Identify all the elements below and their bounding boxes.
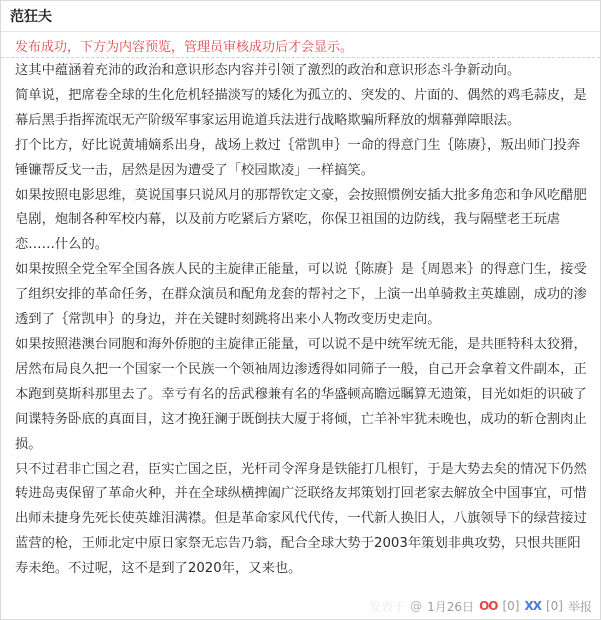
notice-row (1, 32, 600, 58)
submission-notice: 发布成功，下方为内容预览，管理员审核成功后才会显示。 (15, 40, 354, 55)
comment-body (15, 59, 587, 582)
xx-count: [0] (545, 599, 563, 613)
paragraph: 这其中蕴涵着充沛的政治和意识形态内容并引领了激烈的政治和意识形态斗争新动向。 (15, 63, 521, 78)
author-name[interactable]: 范狂夫 (10, 9, 52, 25)
paragraph: 只不过君非亡国之君，臣实亡国之臣，光杆司令浑身是铁能打几根钉，于是大势去矣的情况下仍然转进岛夷保留了革命火种，并在全球纵横捭阖广泛联络友邦策划打回老家去解放全中国事宜，可惜出师未捷身先死长使英雄泪满襟。但是革命家风代代传，一代新人换旧人，八旗领导下的绿营接过蓝营的枪，王师北定中原日家祭无忘告乃翁，配合全球大势于2003年策划非典攻势，只恨共匪阳寿未绝。不过呢，这不是到了2020年，又来也。 (15, 461, 587, 577)
paragraph: 打个比方，好比说黄埔嫡系出身，战场上救过｛常凯申｝一命的得意门生｛陈赓｝，叛出师门投奔锤镰帮反戈一击，居然是因为遭受了「校园欺凌」一样搞笑。 (15, 137, 581, 178)
at-icon: @ (410, 599, 423, 613)
xx-vote-button[interactable]: XX (524, 599, 541, 613)
comment-header (1, 1, 600, 32)
comment-footer (369, 597, 592, 615)
paragraph: 如果按照全党全军全国各族人民的主旋律正能量，可以说｛陈赓｝是｛周恩来｝的得意门生，接受了组织安排的革命任务，在群众演员和配角龙套的帮衬之下，上演一出单骑救主英雄剧，成功的渗透到了｛常凯申｝的身边，并在关键时刻跳将出来小人物改变历史走向。 (15, 262, 587, 328)
oo-count: [0] (502, 599, 520, 613)
report-link[interactable]: 举报 (567, 599, 592, 614)
post-date: 1月26日 (427, 599, 475, 614)
paragraph: 如果按照港澳台同胞和海外侨胞的主旋律正能量，可以说不是中统军统无能，是共匪特科太狡猾，居然布局良久把一个国家一个民族一个领袖周边渗透得如同筛子一般，自己开会拿着文件副本，正本跑到莫斯科那里去了。幸亏有名的岳武穆兼有名的华盛顿高瞻远瞩算无遗策，目光如炬的识破了间谍特务卧底的真面目，这才挽狂澜于既倒扶大厦于将倾，亡羊补牢犹未晚也，成功的斩仓割肉止损。 (15, 336, 587, 452)
faint-posted-label: 发表于 (369, 599, 406, 614)
oo-vote-button[interactable]: OO (479, 599, 498, 613)
paragraph: 如果按照电影思维，莫说国事只说风月的那帮钦定文豪，会按照惯例安插大批多角恋和争风吃醋肥皂剧，炮制各种军校内幕，以及前方吃紧后方紧吃，你保卫祖国的边防线，我与隔壁老王玩虐恋……什么的。 (15, 187, 587, 253)
paragraph: 简单说，把席卷全球的生化危机轻描淡写的矮化为孤立的、突发的、片面的、偶然的鸡毛蒜皮，是幕后黑手指挥流氓无产阶级军事家运用诡道兵法进行战略欺骗所释放的烟幕弹障眼法。 (15, 87, 587, 128)
